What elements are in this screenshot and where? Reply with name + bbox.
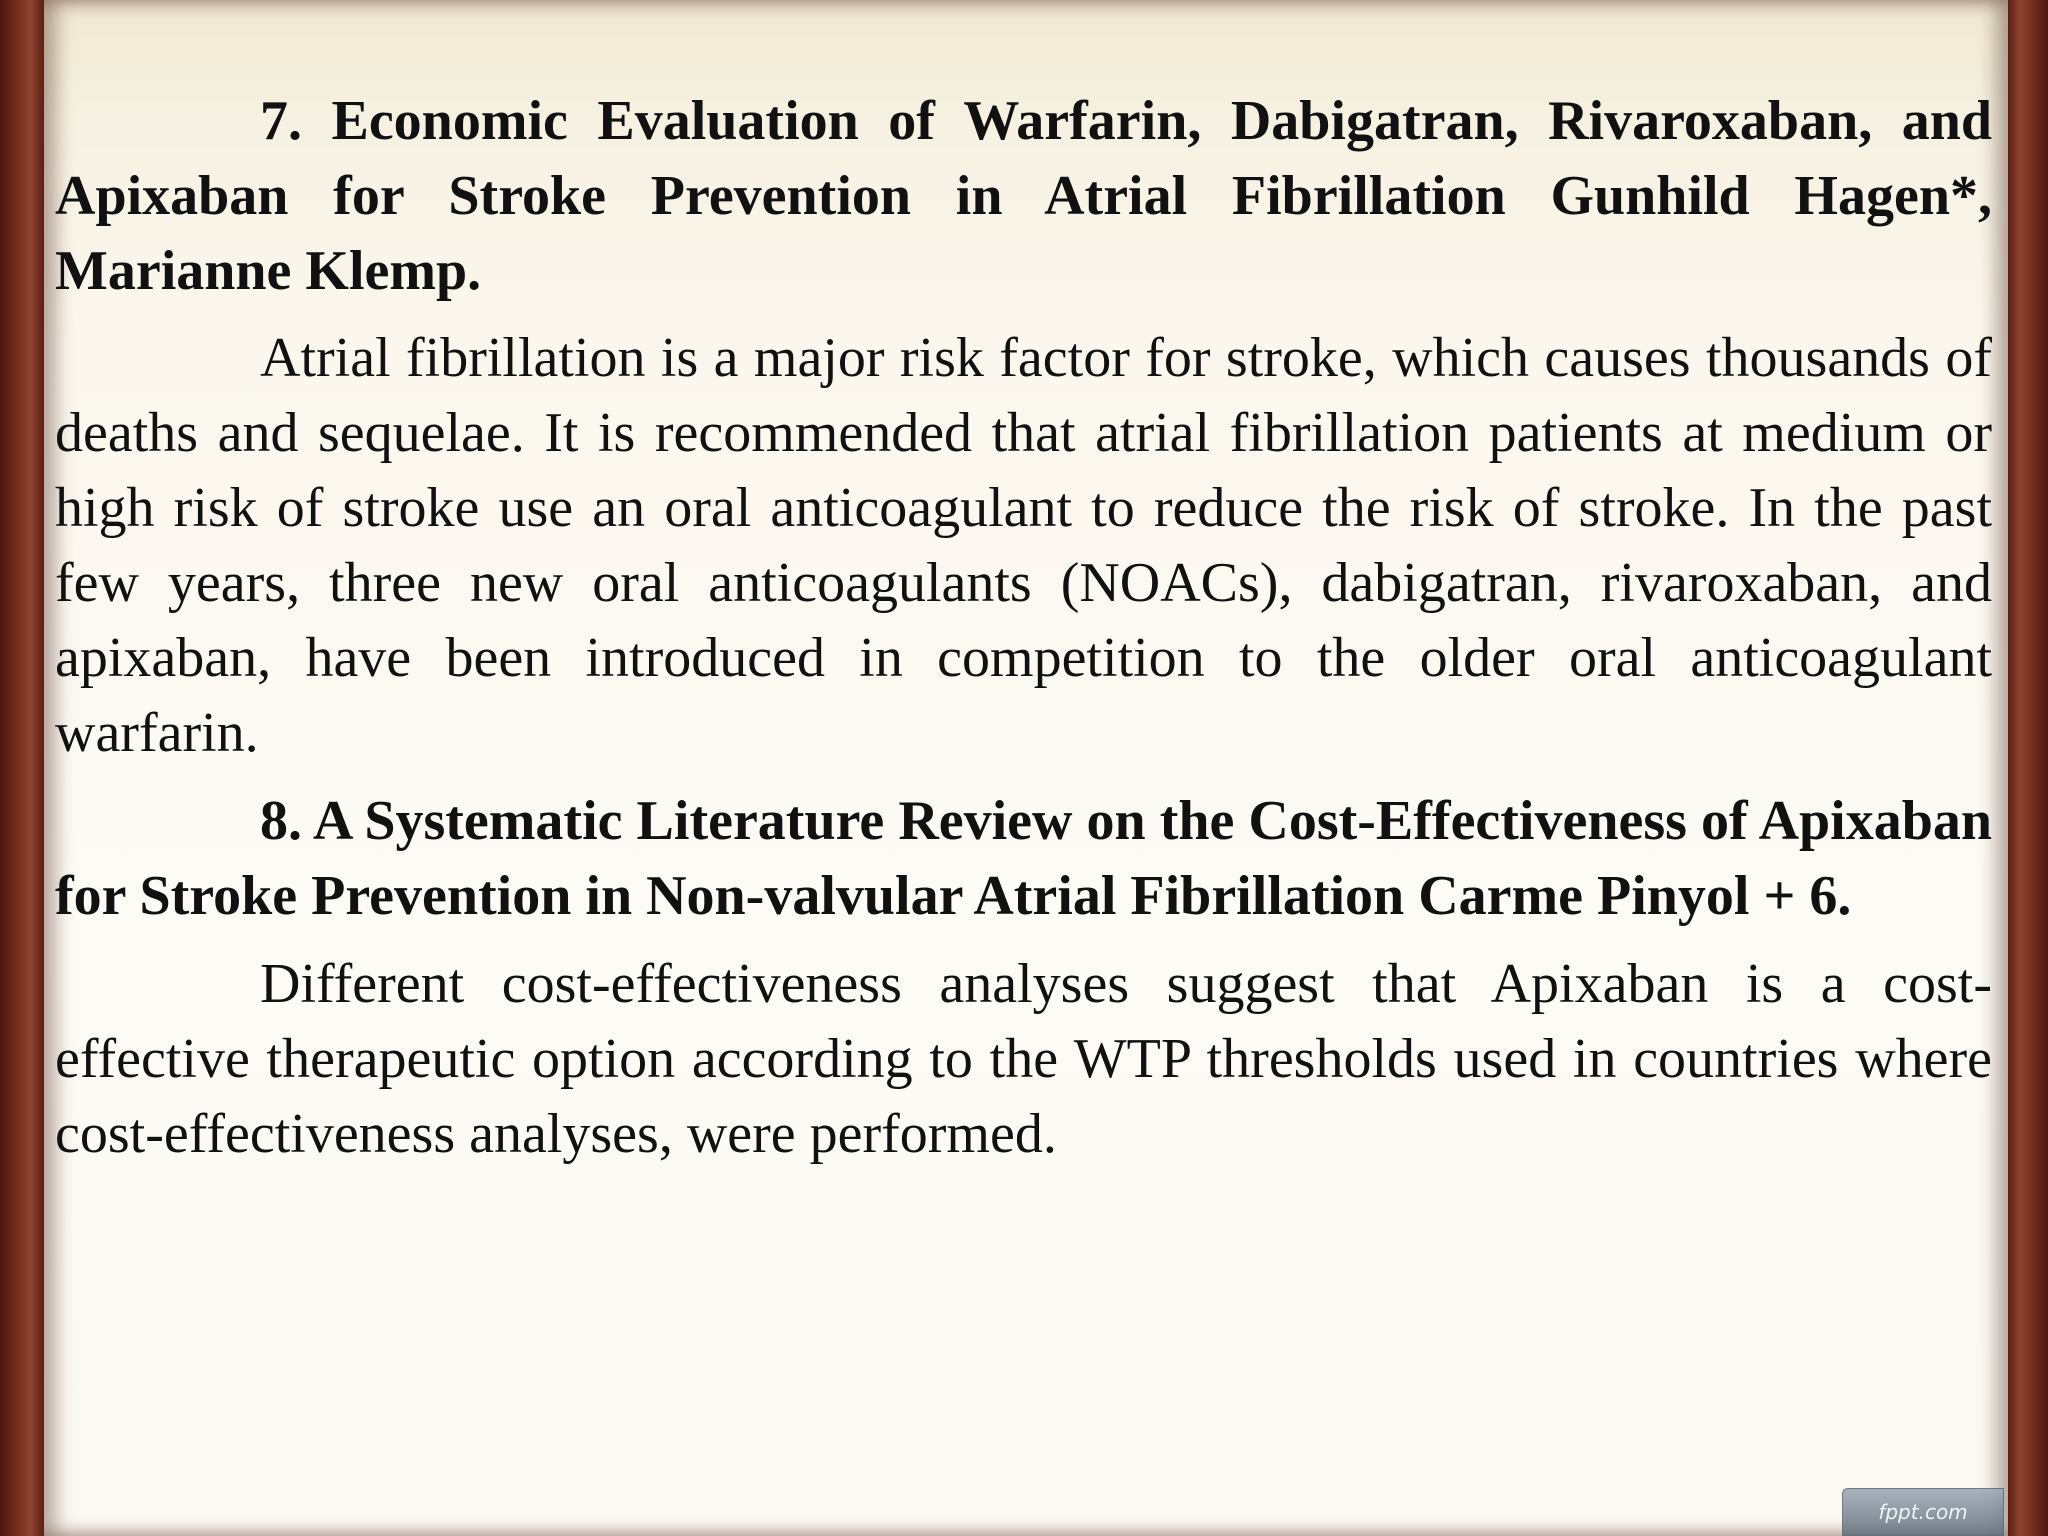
section-8-heading: 8. A Systematic Literature Review on the Cost-Effectiveness of Apixaban for Stroke Prevention in Non-valvular Atrial Fibrillation Carme Pinyol + 6.	[55, 790, 1992, 927]
watermark-logo: fppt.com	[1842, 1488, 2004, 1536]
section-8-body: Different cost-effectiveness analyses suggest that Apixaban is a cost-effective therapeutic option according to the WTP thresholds used in countries where cost-effectiveness analyses, were performed.	[55, 953, 1992, 1165]
wood-frame-left	[0, 0, 44, 1536]
section-7-heading: 7. Economic Evaluation of Warfarin, Dabigatran, Rivaroxaban, and Apixaban for Stroke Prevention in Atrial Fibrillation Gunhild Hagen*, Marianne Klemp.	[55, 90, 1992, 302]
section-7-body: Atrial fibrillation is a major risk factor for stroke, which causes thousands of deaths and sequelae. It is recommended that atrial fibrillation patients at medium or high risk of stroke use an oral anticoagulant to reduce the risk of stroke. In the past few years, three new oral anticoagulants (NOACs), dabigatran, rivaroxaban, and apixaban, have been introduced in competition to the older oral anticoagulant warfarin.	[55, 327, 1992, 764]
wood-frame-right	[2008, 0, 2048, 1536]
slide-content	[55, 84, 1992, 1172]
